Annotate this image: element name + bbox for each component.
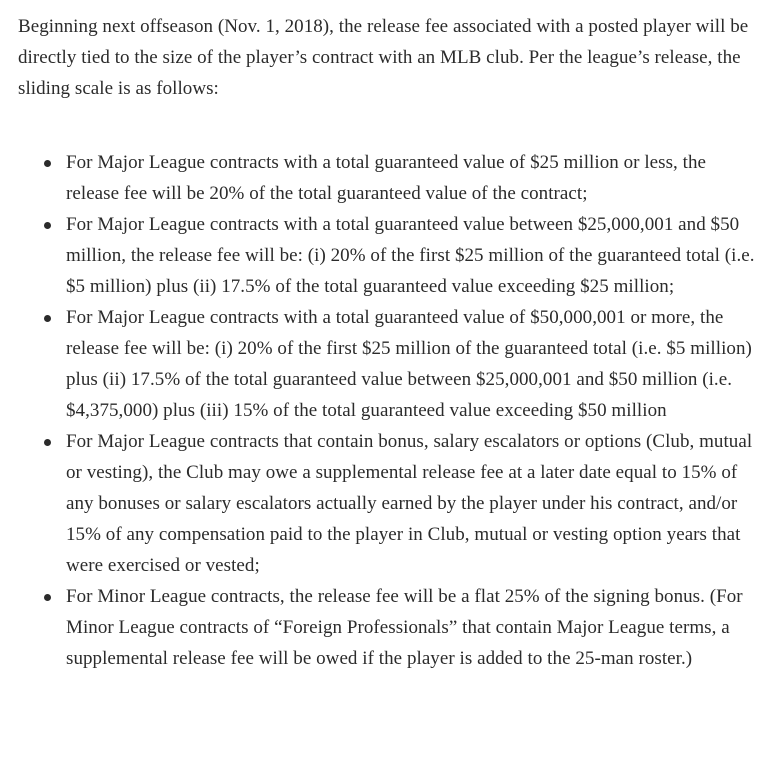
bullet-icon (44, 439, 51, 446)
intro-paragraph: Beginning next offseason (Nov. 1, 2018), the release fee associated with a posted player will be directly tied to the size of the player’s contract with an MLB club. Per the league’s release, the sliding scale is as follows: (18, 16, 749, 99)
bullet-icon (44, 315, 51, 322)
release-fee-list (18, 147, 755, 674)
list-item (18, 426, 755, 581)
list-item-text: For Major League contracts with a total guaranteed value between $25,000,001 and $50 million, the release fee will be: (i) 20% of the first $25 million of the guaranteed total (i.e. $5 million) plus (ii) 17.5% of the total guaranteed value exceeding $25 million; (66, 214, 755, 297)
bullet-icon (44, 222, 51, 229)
list-item-text: For Major League contracts with a total guaranteed value of $25 million or less, the release fee will be 20% of the total guaranteed value of the contract; (66, 152, 706, 204)
list-item-text: For Major League contracts with a total guaranteed value of $50,000,001 or more, the release fee will be: (i) 20% of the first $25 million of the guaranteed total (i.e. $5 million) plus (ii) 17.5% of the total guaranteed value between $25,000,001 and $50 million (i.e. $4,375,000) plus (iii) 15% of the total guaranteed value exceeding $50 million (66, 307, 752, 421)
list-item (18, 302, 755, 426)
list-item-text: For Minor League contracts, the release fee will be a flat 25% of the signing bonus. (For Minor League contracts of “Foreign Professionals” that contain Major League terms, a supplemental release fee will be owed if the player is added to the 25-man roster.) (66, 586, 743, 669)
bullet-icon (44, 594, 51, 601)
bullet-icon (44, 160, 51, 167)
list-item (18, 209, 755, 302)
list-item (18, 147, 755, 209)
list-item-text: For Major League contracts that contain bonus, salary escalators or options (Club, mutual or vesting), the Club may owe a supplemental release fee at a later date equal to 15% of any bonuses or salary escalators actually earned by the player under his contract, and/or 15% of any compensation paid to the player in Club, mutual or vesting option years that were exercised or vested; (66, 431, 753, 576)
list-item (18, 581, 755, 674)
